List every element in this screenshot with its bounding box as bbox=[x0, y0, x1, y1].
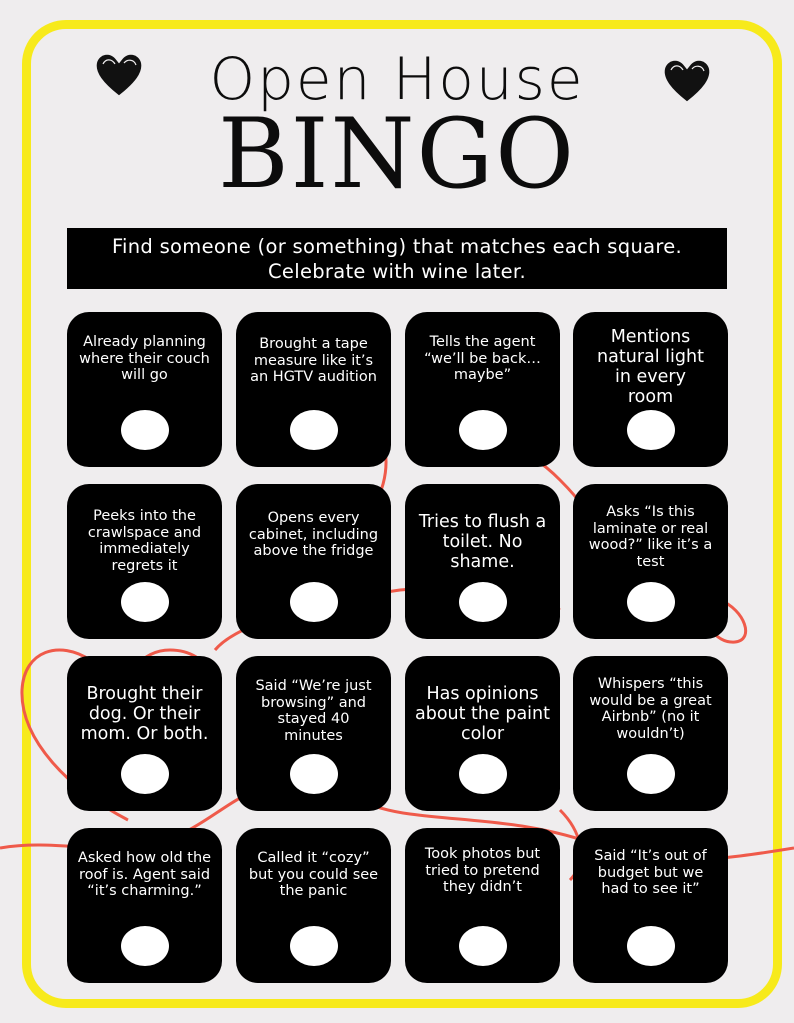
stamp-circle[interactable] bbox=[121, 410, 169, 450]
bingo-square[interactable] bbox=[67, 656, 222, 811]
bingo-square-text: Already planning where their couch will go bbox=[79, 334, 210, 383]
bingo-square-text: Tries to flush a toilet. No shame. bbox=[418, 512, 547, 572]
bingo-square-text: Opens every cabinet, including above the fridge bbox=[248, 510, 379, 559]
page-title: Open House bbox=[209, 45, 585, 113]
bingo-square-text: Took photos but tried to pretend they didn’t bbox=[424, 846, 541, 895]
bingo-square-text: Called it “cozy” but you could see the panic bbox=[248, 850, 379, 899]
bingo-square-text: Said “We’re just browsing” and stayed 40 minutes bbox=[255, 678, 372, 744]
page-title-bingo: BINGO bbox=[218, 98, 576, 210]
stamp-circle[interactable] bbox=[627, 582, 675, 622]
stamp-circle[interactable] bbox=[290, 410, 338, 450]
bingo-square[interactable] bbox=[236, 484, 391, 639]
bingo-square-text: Has opinions about the paint color bbox=[415, 684, 550, 744]
bingo-square[interactable] bbox=[573, 484, 728, 639]
instructions-line-1: Find someone (or something) that matches each square. bbox=[111, 235, 683, 258]
stamp-circle[interactable] bbox=[290, 754, 338, 794]
stamp-circle[interactable] bbox=[290, 582, 338, 622]
bingo-square-text: Asks “Is this laminate or real wood?” like it’s a test bbox=[588, 504, 713, 570]
bingo-square[interactable] bbox=[67, 312, 222, 467]
bingo-square-text: Brought their dog. Or their mom. Or both. bbox=[80, 684, 209, 744]
bingo-square[interactable] bbox=[573, 828, 728, 983]
stamp-circle[interactable] bbox=[121, 582, 169, 622]
bingo-square[interactable] bbox=[236, 828, 391, 983]
bingo-square-text: Mentions natural light in every room bbox=[597, 327, 704, 407]
bingo-square[interactable] bbox=[67, 828, 222, 983]
instructions-line-2: Celebrate with wine later. bbox=[268, 260, 526, 283]
stamp-circle[interactable] bbox=[627, 754, 675, 794]
stamp-circle[interactable] bbox=[627, 410, 675, 450]
bingo-square[interactable] bbox=[67, 484, 222, 639]
stamp-circle[interactable] bbox=[290, 926, 338, 966]
bingo-square-text: Peeks into the crawlspace and immediately regrets it bbox=[87, 508, 202, 574]
stamp-circle[interactable] bbox=[627, 926, 675, 966]
stamp-circle[interactable] bbox=[459, 582, 507, 622]
bingo-square[interactable] bbox=[573, 312, 728, 467]
bingo-square-text: Whispers “this would be a great Airbnb” (no it wouldn’t) bbox=[589, 676, 712, 742]
stamp-circle[interactable] bbox=[459, 754, 507, 794]
stamp-circle[interactable] bbox=[121, 754, 169, 794]
bingo-square-text: Asked how old the roof is. Agent said “it’s charming.” bbox=[77, 850, 212, 899]
bingo-square[interactable] bbox=[405, 656, 560, 811]
bingo-square-text: Tells the agent “we’ll be back… maybe” bbox=[424, 334, 541, 383]
stamp-circle[interactable] bbox=[121, 926, 169, 966]
bingo-square[interactable] bbox=[573, 656, 728, 811]
bingo-square[interactable] bbox=[405, 828, 560, 983]
bingo-square[interactable] bbox=[236, 312, 391, 467]
bingo-square-text: Brought a tape measure like it’s an HGTV audition bbox=[250, 336, 377, 385]
stamp-circle[interactable] bbox=[459, 926, 507, 966]
bingo-square[interactable] bbox=[236, 656, 391, 811]
bingo-square[interactable] bbox=[405, 484, 560, 639]
stamp-circle[interactable] bbox=[459, 410, 507, 450]
bingo-square-text: Said “It’s out of budget but we had to see it” bbox=[594, 848, 707, 897]
bingo-square[interactable] bbox=[405, 312, 560, 467]
